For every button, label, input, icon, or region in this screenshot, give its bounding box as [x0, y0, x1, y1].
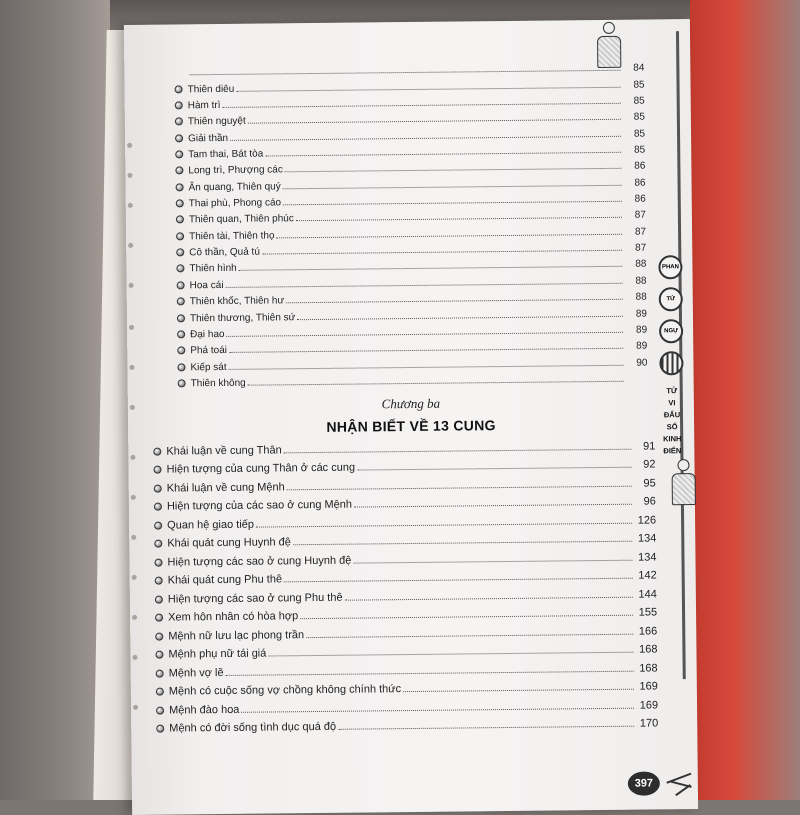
toc-entry-page: 126 — [634, 514, 656, 526]
toc-entry-page: 142 — [635, 569, 657, 581]
toc-entry-page: 168 — [635, 643, 657, 655]
bullet-icon — [176, 183, 184, 191]
toc-entry-title: Ân quang, Thiên quý — [189, 181, 281, 193]
toc-entry-title: Long trì, Phượng các — [188, 165, 283, 177]
toc-entry-page: 91 — [633, 440, 655, 452]
bullet-icon — [177, 330, 185, 338]
toc-entry-page: 85 — [623, 145, 645, 156]
bullet-icon — [177, 363, 185, 371]
toc-entry-title: Thiên khốc, Thiên hư — [190, 295, 284, 307]
side-word-1: TỬ — [660, 385, 684, 397]
side-word-3: ĐẨU — [660, 409, 684, 421]
toc-entry-title: Hiện tượng của cung Thân ở các cung — [166, 462, 355, 476]
toc-entry-title: Thiên tài, Thiên thọ — [189, 230, 275, 242]
toc-list-lower — [153, 433, 658, 734]
side-word-2: VI — [660, 397, 684, 409]
toc-entry-page: 85 — [623, 112, 645, 123]
dot-leader — [357, 467, 631, 471]
toc-entry-title: Giải thần — [188, 133, 228, 144]
toc-entry-page: 90 — [625, 357, 647, 368]
toc-entry-page: 155 — [635, 606, 657, 618]
toc-entry-title: Thiên thương, Thiên sứ — [190, 312, 295, 324]
toc-entry-title: Quan hệ giao tiếp — [167, 518, 254, 531]
book-page — [124, 19, 698, 815]
toc-entry-title: Thiên không — [191, 378, 246, 390]
toc-entry-title: Thiên nguyệt — [188, 116, 246, 128]
toc-entry-page: 87 — [624, 243, 646, 254]
toc-entry-page: 87 — [624, 226, 646, 237]
toc-entry-title: Mệnh nữ lưu lạc phong trần — [168, 629, 304, 642]
toc-entry-page: 87 — [624, 210, 646, 221]
toc-entry-title: Cô thần, Quả tú — [189, 247, 260, 259]
toc-entry-title: Hàm trì — [188, 100, 221, 111]
toc-entry-page: 144 — [635, 588, 657, 600]
bullet-icon — [154, 540, 162, 548]
toc-entry-page: 88 — [625, 292, 647, 303]
toc-entry-title: Mệnh có cuộc sống vợ chồng không chính thức — [169, 683, 401, 697]
bullet-icon — [177, 281, 185, 289]
toc-entry-title: Khái luận về cung Thân — [166, 444, 282, 457]
toc-entry-title: Hoa cái — [190, 280, 224, 291]
dot-leader — [248, 381, 624, 386]
toc-entry-page: 96 — [634, 495, 656, 507]
background-left — [0, 0, 110, 800]
bullet-icon — [177, 314, 185, 322]
bullet-icon — [155, 632, 163, 640]
bullet-icon — [156, 725, 164, 733]
toc-entry-title: Khái luận về cung Mệnh — [167, 481, 285, 494]
toc-entry-title: Khái quát cung Phu thê — [168, 573, 282, 586]
bullet-icon — [175, 150, 183, 158]
toc-entry — [178, 368, 648, 389]
toc-entry-title: Đại hao — [190, 329, 225, 340]
toc-entry-page: 88 — [625, 275, 647, 286]
bullet-icon — [154, 521, 162, 529]
toc-entry-title: Thiên diêu — [188, 84, 235, 95]
bullet-icon — [178, 379, 186, 387]
toc-entry-page: 89 — [625, 324, 647, 335]
bullet-icon — [155, 595, 163, 603]
side-circle-1: PHAN — [658, 255, 682, 279]
toc-list-upper — [174, 58, 647, 390]
toc-entry-title: Hiện tượng của các sao ở cung Mệnh — [167, 499, 352, 513]
toc-entry-title: Mệnh đào hoa — [169, 703, 239, 716]
bullet-icon — [153, 466, 161, 474]
bullet-icon — [155, 651, 163, 659]
toc-entry-page: 85 — [623, 96, 645, 107]
toc-entry-page: 170 — [636, 717, 658, 729]
toc-entry-title: Xem hôn nhân có hòa hợp — [168, 610, 298, 623]
bullet-icon — [175, 167, 183, 175]
toc-entry-page: 134 — [634, 551, 656, 563]
bullet-icon — [154, 503, 162, 511]
toc-entry-page: 85 — [623, 128, 645, 139]
bullet-icon — [175, 85, 183, 93]
toc-entry-title: Kiếp sát — [190, 361, 226, 372]
bullet-icon — [155, 614, 163, 622]
side-word-4: SỐ — [660, 421, 684, 433]
side-word-6: ĐIỂN — [660, 445, 684, 457]
toc-entry-page: 89 — [625, 308, 647, 319]
toc-entry-title: Mệnh vợ lẽ — [169, 666, 224, 679]
toc-entry-page: 89 — [625, 341, 647, 352]
chapter-subtitle: Chương ba — [128, 393, 694, 415]
toc-entry-title: Phá toái — [190, 345, 227, 356]
dot-leader — [353, 559, 632, 563]
side-word-5: KINH — [660, 433, 684, 445]
page-number: 397 — [628, 771, 660, 795]
bullet-icon — [156, 688, 164, 696]
bullet-icon — [154, 558, 162, 566]
toc-entry-page: 95 — [634, 477, 656, 489]
toc-entry-title: Thiên quan, Thiên phúc — [189, 214, 294, 226]
yin-yang-emblem-icon — [659, 351, 683, 375]
side-circle-3: NGỰ — [659, 319, 683, 343]
toc-entry-page: 169 — [636, 699, 658, 711]
chapter-heading — [128, 393, 694, 437]
dot-leader — [345, 596, 633, 600]
bullet-icon — [156, 706, 164, 714]
toc-entry-page: 84 — [622, 63, 644, 74]
toc-entry-title: Hiện tượng các sao ở cung Huynh đệ — [167, 554, 351, 568]
chapter-title: NHẬN BIẾT VỀ 13 CUNG — [128, 415, 694, 437]
toc-entry-title: Tam thai, Bát tòa — [188, 149, 263, 161]
bullet-icon — [177, 298, 185, 306]
toc-entry-title: Mệnh phụ nữ tái giá — [168, 648, 266, 661]
warrior-figure-illustration — [668, 459, 698, 505]
bullet-icon — [154, 484, 162, 492]
toc-entry-page: 168 — [636, 662, 658, 674]
corner-ornament-icon — [664, 767, 700, 797]
toc-entry-title: Thiên hình — [189, 263, 236, 274]
toc-entry-page: 86 — [624, 194, 646, 205]
bullet-icon — [177, 347, 185, 355]
bullet-icon — [176, 199, 184, 207]
background-right-book-cover — [690, 0, 800, 800]
toc-entry-page: 166 — [635, 625, 657, 637]
side-circle-2: TỬ — [659, 287, 683, 311]
bullet-icon — [176, 265, 184, 273]
toc-entry-title: Mệnh có đời sống tình dục quá độ — [169, 721, 336, 735]
toc-entry-page: 88 — [624, 259, 646, 270]
bullet-icon — [175, 101, 183, 109]
dot-leader — [338, 726, 634, 730]
dot-leader — [403, 689, 634, 692]
bullet-icon — [176, 216, 184, 224]
toc-entry-page: 169 — [636, 680, 658, 692]
toc-entry-title: Khái quát cung Huynh đệ — [167, 536, 291, 549]
bullet-icon — [176, 232, 184, 240]
toc-entry-page: 92 — [633, 458, 655, 470]
bullet-icon — [155, 577, 163, 585]
toc-entry-page: 86 — [624, 177, 646, 188]
toc-entry-page: 134 — [634, 532, 656, 544]
toc-entry-page: 85 — [622, 79, 644, 90]
dot-leader — [354, 504, 632, 508]
toc-entry-title: Hiện tượng các sao ở cung Phu thê — [168, 591, 343, 605]
bullet-icon — [156, 669, 164, 677]
bullet-icon — [176, 248, 184, 256]
bullet-icon — [175, 118, 183, 126]
toc-entry-page: 86 — [623, 161, 645, 172]
bullet-icon — [153, 447, 161, 455]
bullet-icon — [175, 134, 183, 142]
toc-entry-title: Thai phù, Phong cáo — [189, 197, 281, 209]
